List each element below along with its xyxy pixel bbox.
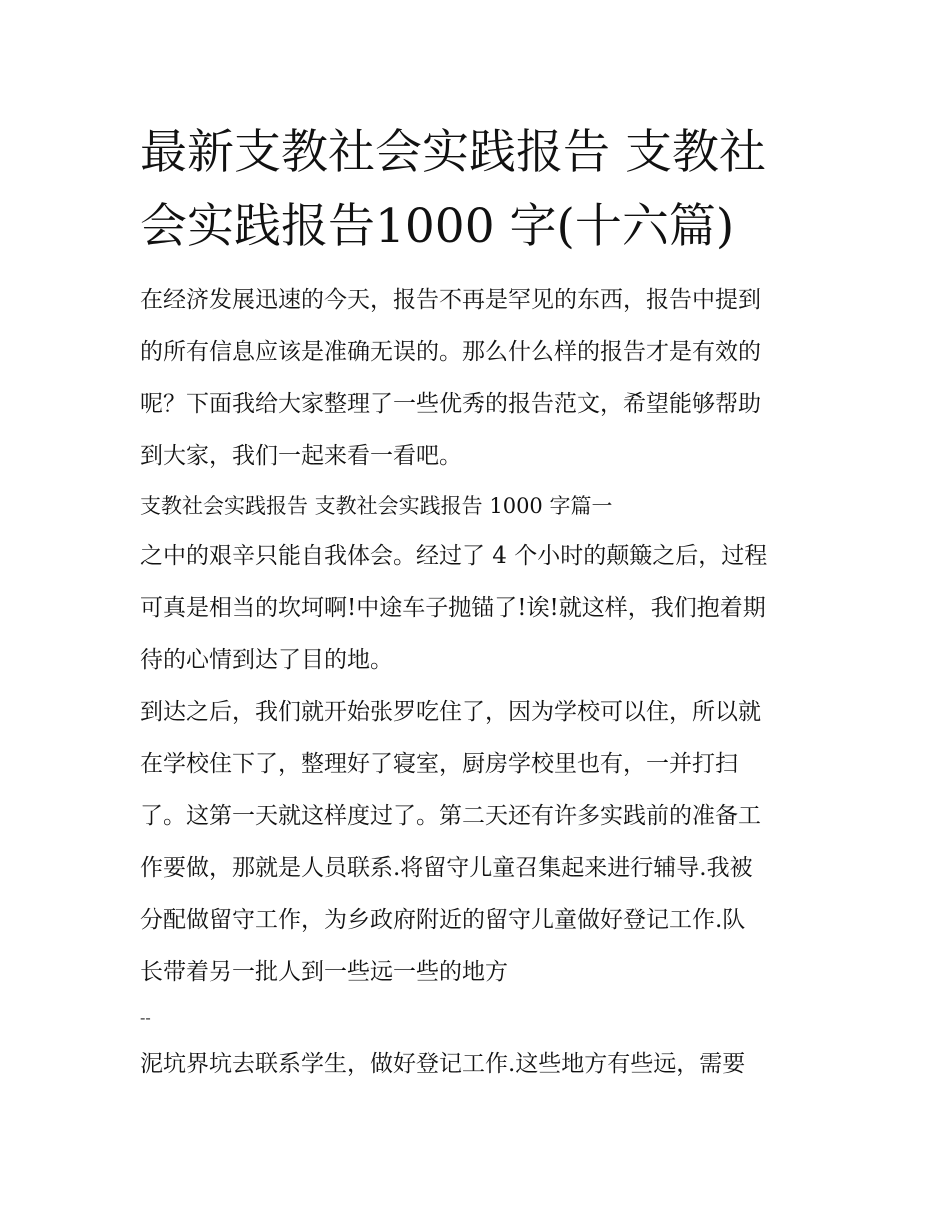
body-line: 在经济发展迅速的今天，报告不再是罕见的东西，报告中提到 [140, 287, 761, 313]
section-heading: 支教社会实践报告 支教社会实践报告 1000 字篇一 [140, 494, 613, 518]
body-line: 长带着另一批人到一些远一些的地方 [140, 959, 508, 985]
page-separator: -- [140, 1008, 151, 1027]
body-line: 呢？下面我给大家整理了一些优秀的报告范文，希望能够帮助 [140, 391, 761, 417]
document-title [140, 116, 840, 264]
body-line: 可真是相当的坎坷啊!中途车子抛锚了!诶!就这样，我们抱着期 [140, 595, 766, 621]
body-line: 之中的艰辛只能自我体会。经过了 4 个小时的颠簸之后，过程 [140, 543, 768, 569]
body-line: 泥坑界坑去联系学生，做好登记工作.这些地方有些远，需要 [140, 1051, 746, 1077]
body-line: 待的心情到达了目的地。 [140, 647, 393, 673]
body-line: 到达之后，我们就开始张罗吃住了，因为学校可以住，所以就 [140, 699, 761, 725]
body-line: 作要做，那就是人员联系.将留守儿童召集起来进行辅导.我被 [140, 855, 753, 881]
body-line: 分配做留守工作，为乡政府附近的留守儿童做好登记工作.队 [140, 907, 746, 933]
body-line: 到大家，我们一起来看一看吧。 [140, 443, 462, 469]
title-line-1: 最新支教社会实践报告 支教社 [140, 125, 766, 180]
document-body [140, 274, 830, 1090]
body-line: 了。这第一天就这样度过了。第二天还有许多实践前的准备工 [140, 803, 761, 829]
title-line-2: 会实践报告1000 字(十六篇) [140, 199, 735, 254]
body-line: 的所有信息应该是准确无误的。那么什么样的报告才是有效的 [140, 339, 761, 365]
body-line: 在学校住下了，整理好了寝室，厨房学校里也有，一并打扫 [140, 751, 738, 777]
